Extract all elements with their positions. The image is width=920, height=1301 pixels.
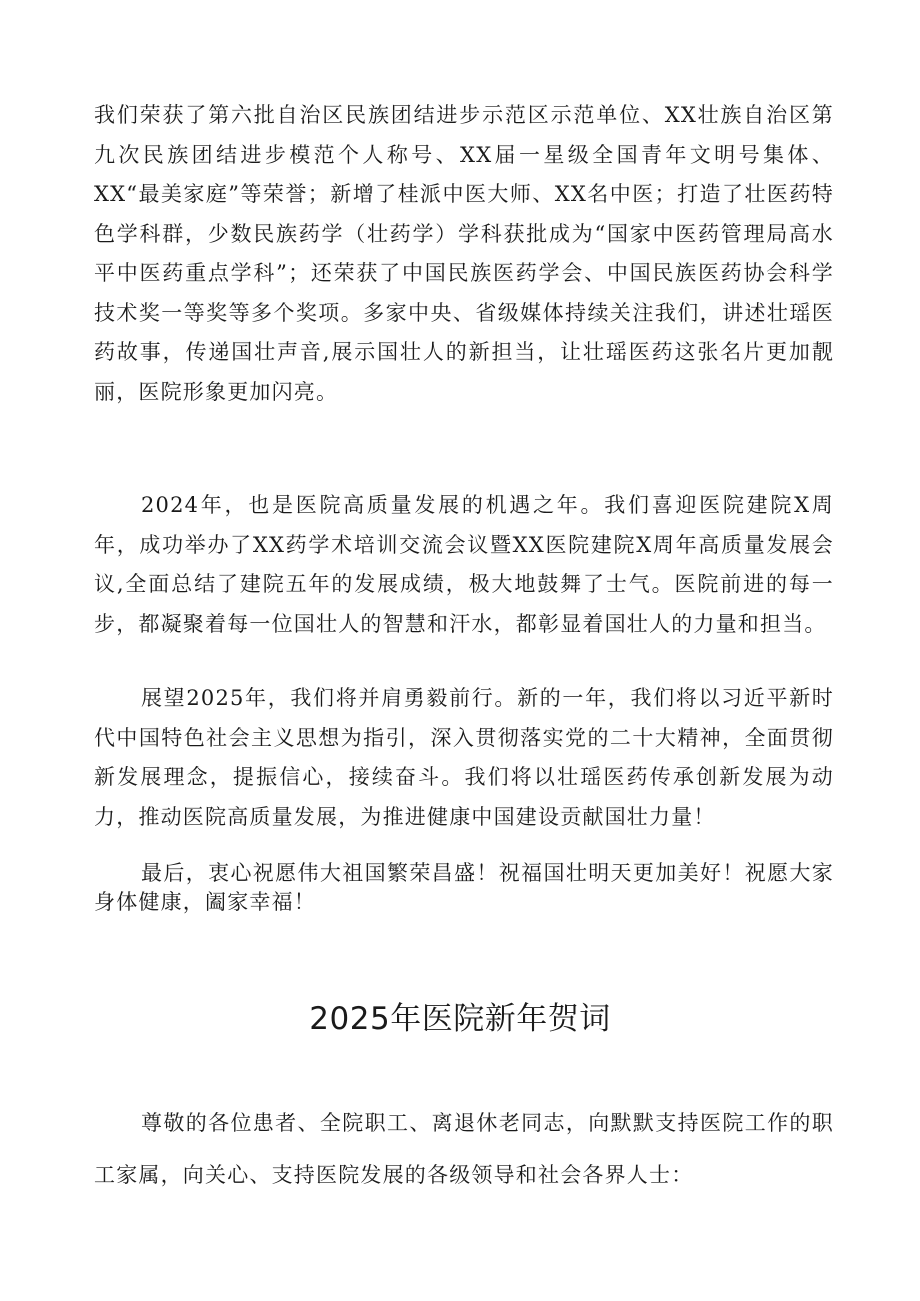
paragraph-2024: 2024年，也是医院高质量发展的机遇之年。我们喜迎医院建院X周年，成功举办了XX药学术培训交流会议暨XX医院建院X周年高质量发展会议,全面总结了建院五年的发展成绩，极大地鼓舞了士气。医院前进的每一步，都凝聚着每一位国壮人的智慧和汗水，都彰显着国壮人的力量和担当。 <box>94 493 834 636</box>
paragraph-greeting: 尊敬的各位患者、全院职工、离退休老同志，向默默支持医院工作的职工家属，向关心、支持医院发展的各级领导和社会各界人士： <box>94 1111 834 1187</box>
paragraph-outlook-2025: 展望2025年，我们将并肩勇毅前行。新的一年，我们将以习近平新时代中国特色社会主义思想为指引，深入贯彻落实党的二十大精神，全面贯彻新发展理念，提振信心，接续奋斗。我们将以壮瑶医药传承创新发展为动力，推动医院高质量发展，为推进健康中国建设贡献国壮力量！ <box>94 686 834 829</box>
paragraph-honors: 我们荣获了第六批自治区民族团结进步示范区示范单位、XX壮族自治区第九次民族团结进步模范个人称号、XX届一星级全国青年文明号集体、XX“最美家庭”等荣誉；新增了桂派中医大师、XX名中医；打造了壮医药特色学科群，少数民族药学（壮药学）学科获批成为“国家中医药管理局高水平中医药重点学科”；还荣获了中国民族医药学会、中国民族医药协会科学技术奖一等奖等多个奖项。多家中央、省级媒体持续关注我们，讲述壮瑶医药故事，传递国壮声音,展示国壮人的新担当，让壮瑶医药这张名片更加靓丽，医院形象更加闪亮。 <box>94 103 834 404</box>
paragraph-closing-wishes: 最后，衷心祝愿伟大祖国繁荣昌盛！祝福国壮明天更加美好！祝愿大家身体健康，阖家幸福！ <box>94 861 834 914</box>
page-title: 2025年医院新年贺词 <box>309 1001 611 1037</box>
